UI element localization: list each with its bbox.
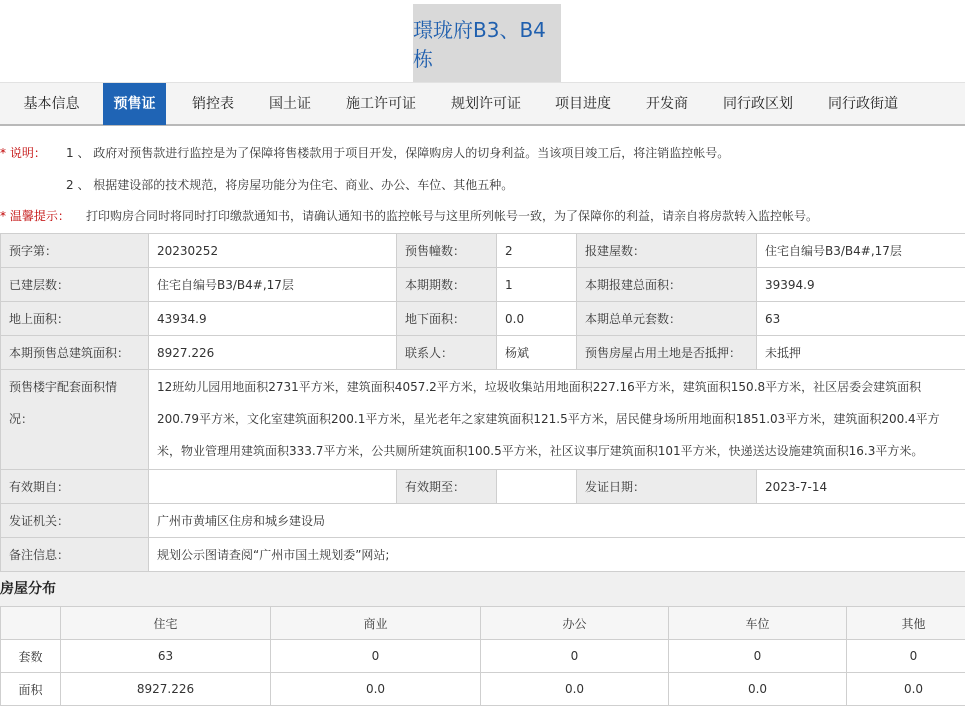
presale-no-label: 预字第： <box>1 234 149 268</box>
valid-from-value <box>149 470 397 504</box>
period-label: 本期期数： <box>397 268 497 302</box>
total-units-value: 63 <box>757 302 965 336</box>
table-cell: 0.0 <box>669 673 847 706</box>
facilities-value: 12班幼儿园用地面积2731平方米，建筑面积4057.2平方米，垃圾收集站用地面积227.16平方米，建筑面积150.8平方米，社区居委会建筑面积200.79平方米，文化室建筑面积200.1平方米，星光老年之家建筑面积121.5平方米，居民健身场所用地面积1851.03平方米，建筑面积200.4平方米，物业管理用建筑面积333.7平方米，公共厕所建筑面积100.5平方米，社区议事厅建筑面积101平方米，快递送达设施建筑面积16.3平方米。 <box>149 370 965 470</box>
contact-label: 联系人： <box>397 336 497 370</box>
issuer-label: 发证机关： <box>1 504 149 538</box>
table-cell: 0 <box>847 640 965 673</box>
mortgage-value: 未抵押 <box>757 336 965 370</box>
mortgage-label: 预售房屋占用土地是否抵押： <box>577 336 757 370</box>
facilities-label: 预售楼宇配套面积情况： <box>1 370 149 470</box>
table-row <box>1 234 965 268</box>
header-office: 办公 <box>481 607 669 640</box>
table-cell: 8927.226 <box>61 673 271 706</box>
header-other: 其他 <box>847 607 965 640</box>
table-row <box>1 673 965 706</box>
table-cell: 0 <box>481 640 669 673</box>
presale-buildings-label: 预售幢数： <box>397 234 497 268</box>
presale-no-value: 20230252 <box>149 234 397 268</box>
tip-label: * 温馨提示： <box>0 209 70 223</box>
page-title-box <box>413 4 561 82</box>
remarks-value: 规划公示图请查阅“广州市国土规划委”网站; <box>149 538 965 572</box>
explain-label: * 说明： <box>0 146 46 160</box>
table-cell: 0.0 <box>271 673 481 706</box>
table-row <box>1 268 965 302</box>
table-header-row <box>1 607 965 640</box>
presale-area-value: 8927.226 <box>149 336 397 370</box>
table-row <box>1 470 965 504</box>
built-floors-label: 已建层数： <box>1 268 149 302</box>
period-value: 1 <box>497 268 577 302</box>
tip-text: 打印购房合同时将同时打印缴款通知书，请确认通知书的监控帐号与这里所列帐号一致，为了保障你的利益，请亲自将房款转入监控帐号。 <box>86 209 819 223</box>
presale-info-table <box>0 233 965 572</box>
total-reported-area-label: 本期报建总面积： <box>577 268 757 302</box>
valid-to-label: 有效期至： <box>397 470 497 504</box>
table-row <box>1 370 965 470</box>
valid-to-value <box>497 470 577 504</box>
tab-basic-info[interactable]: 基本信息 <box>23 96 80 112</box>
distribution-table <box>0 606 965 706</box>
explain-item-1: 1 、 政府对预售款进行监控是为了保障将售楼款用于项目开发，保障购房人的切身利益。当该项目竣工后，将注销监控帐号。 <box>66 146 730 160</box>
total-units-label: 本期总单元套数： <box>577 302 757 336</box>
table-cell: 0 <box>669 640 847 673</box>
tab-developer[interactable]: 开发商 <box>646 96 688 112</box>
underground-area-label: 地下面积： <box>397 302 497 336</box>
table-row <box>1 640 965 673</box>
underground-area-value: 0.0 <box>497 302 577 336</box>
presale-area-label: 本期预售总建筑面积： <box>1 336 149 370</box>
tab-presale-permit[interactable]: 预售证 <box>103 83 166 125</box>
header-empty <box>1 607 61 640</box>
tab-project-progress[interactable]: 项目进度 <box>555 96 611 112</box>
table-cell: 0.0 <box>481 673 669 706</box>
header-residential: 住宅 <box>61 607 271 640</box>
row-label-area: 面积 <box>1 673 61 706</box>
issue-date-value: 2023-7-14 <box>757 470 965 504</box>
above-ground-area-label: 地上面积： <box>1 302 149 336</box>
remarks-label: 备注信息： <box>1 538 149 572</box>
table-row <box>1 336 965 370</box>
tab-planning-permit[interactable]: 规划许可证 <box>451 96 521 112</box>
reported-floors-value: 住宅自编号B3/B4#,17层 <box>757 234 965 268</box>
tab-bar <box>0 82 965 126</box>
issue-date-label: 发证日期： <box>577 470 757 504</box>
table-cell: 0 <box>271 640 481 673</box>
page-title: 璟珑府B3、B4栋 <box>413 18 546 71</box>
above-ground-area-value: 43934.9 <box>149 302 397 336</box>
tab-sales-control[interactable]: 销控表 <box>192 96 234 112</box>
tab-same-district[interactable]: 同行政区划 <box>723 96 793 112</box>
tab-construction-permit[interactable]: 施工许可证 <box>346 96 416 112</box>
valid-from-label: 有效期自： <box>1 470 149 504</box>
contact-value: 杨斌 <box>497 336 577 370</box>
header-parking: 车位 <box>669 607 847 640</box>
tab-same-street[interactable]: 同行政街道 <box>828 96 898 112</box>
table-row <box>1 538 965 572</box>
distribution-title: 房屋分布 <box>0 572 965 606</box>
reported-floors-label: 报建屋数： <box>577 234 757 268</box>
presale-buildings-value: 2 <box>497 234 577 268</box>
table-row <box>1 504 965 538</box>
table-row <box>1 302 965 336</box>
table-cell: 0.0 <box>847 673 965 706</box>
header-commercial: 商业 <box>271 607 481 640</box>
issuer-value: 广州市黄埔区住房和城乡建设局 <box>149 504 965 538</box>
total-reported-area-value: 39394.9 <box>757 268 965 302</box>
explain-item-2: 2 、 根据建设部的技术规范，将房屋功能分为住宅、商业、办公、车位、其他五种。 <box>66 178 514 192</box>
built-floors-value: 住宅自编号B3/B4#,17层 <box>149 268 397 302</box>
tab-land-certificate[interactable]: 国土证 <box>269 96 311 112</box>
table-cell: 63 <box>61 640 271 673</box>
row-label-units: 套数 <box>1 640 61 673</box>
